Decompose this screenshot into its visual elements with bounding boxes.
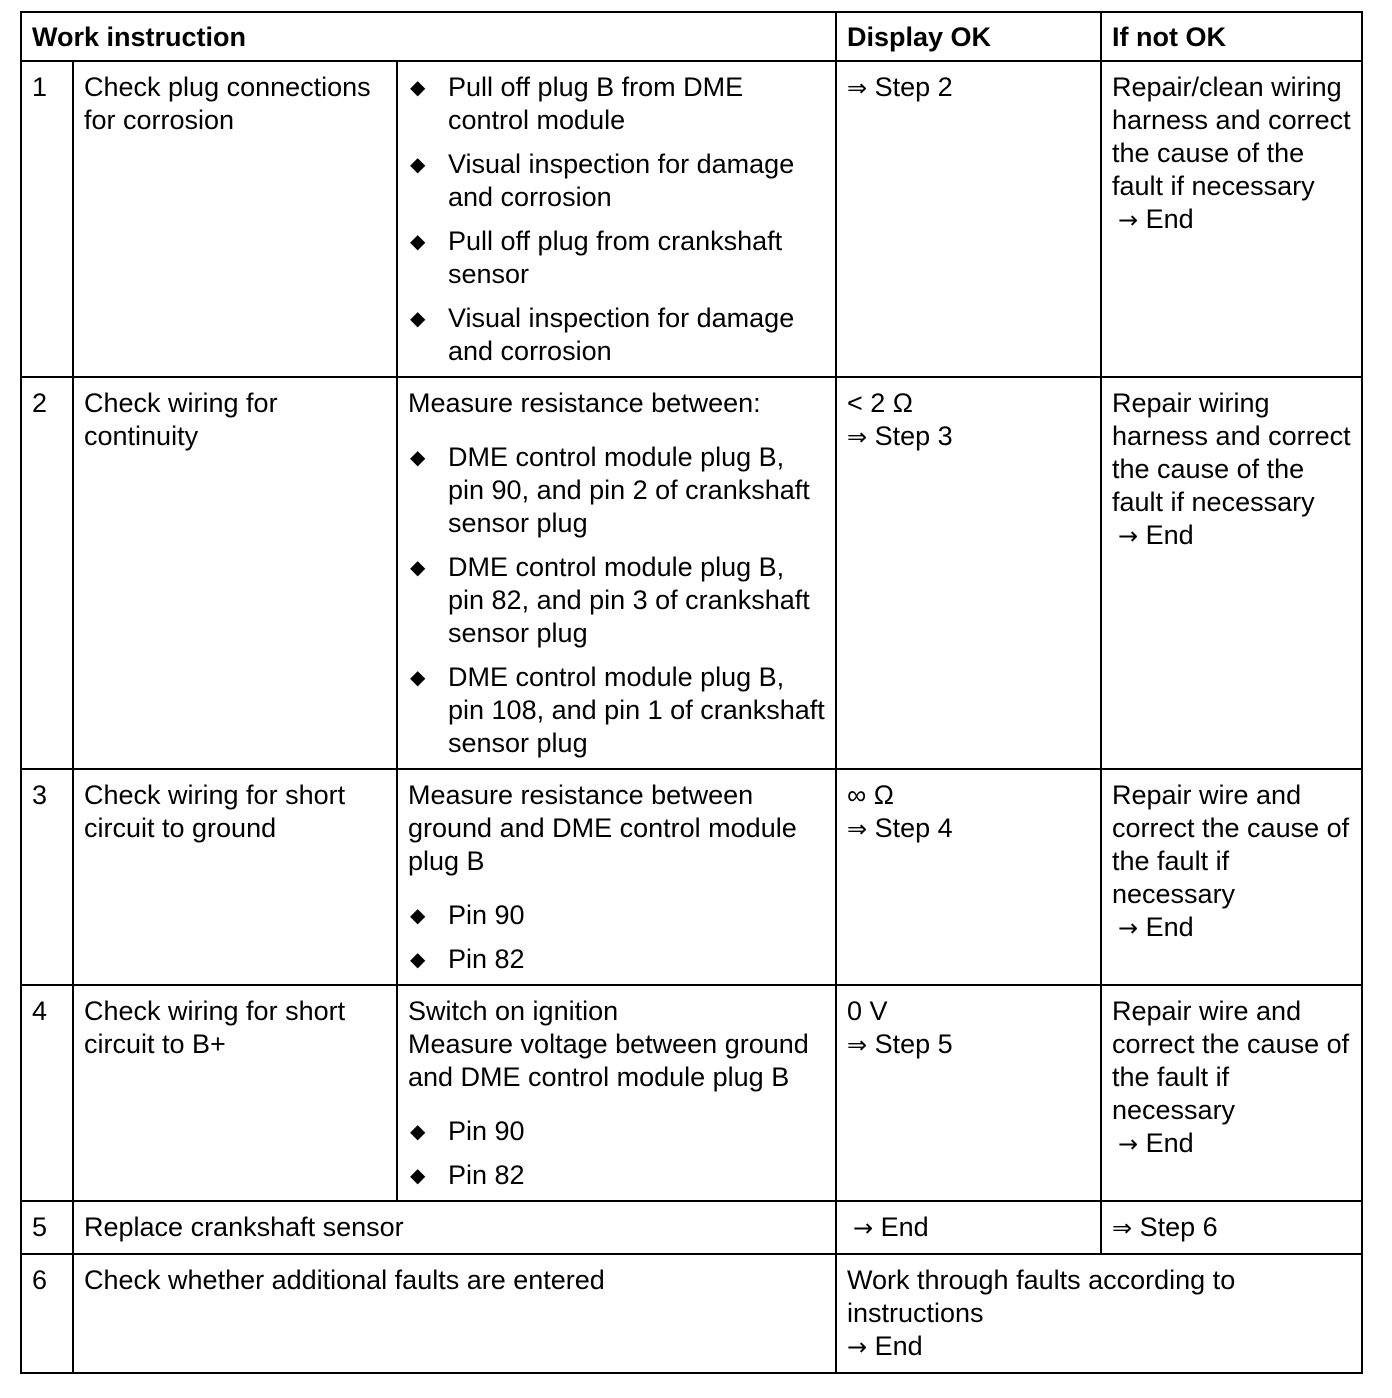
list-item: ◆ DME control module plug B, pin 90, and pin 2 of crankshaft sensor plug <box>410 442 810 538</box>
arrow-right-icon: → <box>1118 206 1139 234</box>
step-instructions <box>397 985 836 1201</box>
work-instruction-table <box>20 11 1363 1374</box>
list-item: ◆ Pull off plug B from DME control module <box>410 72 744 135</box>
header-work-instruction: Work instruction <box>21 12 836 61</box>
table-row <box>21 1254 1362 1373</box>
list-item: ◆ Pull off plug from crankshaft sensor <box>410 226 783 289</box>
instruction-list <box>408 899 825 976</box>
instruction-intro: Measure resistance between ground and DME control module plug B <box>408 780 797 876</box>
double-arrow-right-icon: ⇒ <box>847 74 868 102</box>
step-number: 5 <box>21 1201 73 1254</box>
if-not-ok-cell <box>1101 61 1362 377</box>
instruction-intro: Measure resistance between: <box>408 388 761 418</box>
arrow-right-icon: → <box>1118 1130 1139 1158</box>
step-task: Check wiring for short circuit to ground <box>73 769 397 985</box>
diamond-bullet-icon: ◆ <box>410 154 426 176</box>
step-number: 4 <box>21 985 73 1201</box>
nok-next-step: ⇒ Step 6 <box>1112 1212 1218 1242</box>
list-item: ◆ Pin 90 <box>408 1115 825 1148</box>
diamond-bullet-icon: ◆ <box>410 447 426 469</box>
diamond-bullet-icon: ◆ <box>410 308 426 330</box>
ok-value: < 2 Ω <box>847 388 913 418</box>
step-instructions <box>397 769 836 985</box>
if-not-ok-cell <box>1101 769 1362 985</box>
result-next-step: → End <box>847 1331 923 1361</box>
list-item: ◆ DME control module plug B, pin 108, and pin 1 of crankshaft sensor plug <box>410 662 825 758</box>
nok-action: Repair wire and correct the cause of the fault if necessary <box>1112 996 1350 1125</box>
nok-next-step: → End <box>1118 520 1194 550</box>
diamond-bullet-icon: ◆ <box>410 667 426 689</box>
diamond-bullet-icon: ◆ <box>410 949 426 971</box>
nok-action: Repair wire and correct the cause of the fault if necessary <box>1112 780 1350 909</box>
instruction-list <box>408 1115 825 1192</box>
if-not-ok-cell <box>1101 1201 1362 1254</box>
nok-action: Repair/clean wiring harness and correct the cause of the fault if necessary <box>1112 72 1351 201</box>
if-not-ok-cell <box>1101 377 1362 769</box>
display-ok-cell <box>836 61 1101 377</box>
instruction-intro: Switch on ignition <box>408 996 619 1026</box>
table-row <box>21 985 1362 1201</box>
table-header-row <box>21 12 1362 61</box>
arrow-right-icon: → <box>853 1214 874 1242</box>
table-row <box>21 769 1362 985</box>
step-task: Check wiring for short circuit to B+ <box>73 985 397 1201</box>
nok-next-step: → End <box>1118 1128 1194 1158</box>
list-item: ◆ DME control module plug B, pin 82, and pin 3 of crankshaft sensor plug <box>410 552 810 648</box>
instruction-list <box>408 441 825 760</box>
display-ok-cell <box>836 769 1101 985</box>
table-row <box>21 1201 1362 1254</box>
if-not-ok-cell <box>1101 985 1362 1201</box>
step-instructions <box>397 61 836 377</box>
list-item: ◆ Pin 82 <box>408 943 825 976</box>
step-number: 2 <box>21 377 73 769</box>
list-item: ◆ Visual inspection for damage and corrosion <box>410 149 795 212</box>
nok-next-step: → End <box>1118 912 1194 942</box>
step-task: Check plug connections for corrosion <box>73 61 397 377</box>
double-arrow-right-icon: ⇒ <box>1112 1214 1133 1242</box>
table-row <box>21 377 1362 769</box>
nok-action: Repair wiring harness and correct the cause of the fault if necessary <box>1112 388 1351 517</box>
list-item: ◆ Pin 82 <box>408 1159 825 1192</box>
diamond-bullet-icon: ◆ <box>410 557 426 579</box>
table-row <box>21 61 1362 377</box>
step-number: 1 <box>21 61 73 377</box>
nok-next-step: → End <box>1118 204 1194 234</box>
step-task: Check whether additional faults are entered <box>73 1254 836 1373</box>
display-ok-cell <box>836 985 1101 1201</box>
diamond-bullet-icon: ◆ <box>410 231 426 253</box>
result-action: Work through faults according to instructions <box>847 1265 1236 1328</box>
diamond-bullet-icon: ◆ <box>410 1121 426 1143</box>
display-ok-cell <box>836 1201 1101 1254</box>
arrow-right-icon: → <box>1118 914 1139 942</box>
header-display-ok: Display OK <box>836 12 1101 61</box>
list-item: ◆ Visual inspection for damage and corrosion <box>410 303 795 366</box>
step-number: 6 <box>21 1254 73 1373</box>
instruction-intro: Measure voltage between ground and DME control module plug B <box>408 1029 809 1092</box>
double-arrow-right-icon: ⇒ <box>847 815 868 843</box>
step-task: Replace crankshaft sensor <box>73 1201 836 1254</box>
header-if-not-ok: If not OK <box>1101 12 1362 61</box>
double-arrow-right-icon: ⇒ <box>847 423 868 451</box>
ok-value: ∞ Ω <box>847 780 894 810</box>
ok-next-step: → End <box>853 1212 929 1242</box>
step-instructions <box>397 377 836 769</box>
step-task: Check wiring for continuity <box>73 377 397 769</box>
diamond-bullet-icon: ◆ <box>410 1165 426 1187</box>
arrow-right-icon: → <box>847 1333 868 1361</box>
display-ok-cell <box>836 377 1101 769</box>
ok-next-step: ⇒ Step 5 <box>847 1029 953 1059</box>
result-cell <box>836 1254 1362 1373</box>
instruction-list <box>408 71 825 368</box>
diamond-bullet-icon: ◆ <box>410 77 426 99</box>
ok-value: 0 V <box>847 996 888 1026</box>
ok-next-step: ⇒ Step 3 <box>847 421 953 451</box>
diamond-bullet-icon: ◆ <box>410 905 426 927</box>
ok-next-step: ⇒ Step 4 <box>847 813 953 843</box>
list-item: ◆ Pin 90 <box>408 899 825 932</box>
ok-next-step: ⇒ Step 2 <box>847 72 953 102</box>
double-arrow-right-icon: ⇒ <box>847 1031 868 1059</box>
arrow-right-icon: → <box>1118 522 1139 550</box>
step-number: 3 <box>21 769 73 985</box>
